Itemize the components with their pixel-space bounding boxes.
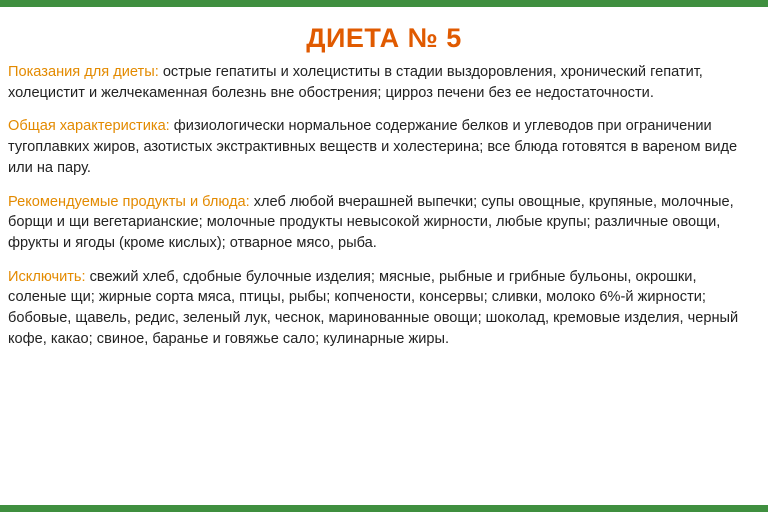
document-body (0, 62, 768, 350)
section-general-characteristics-lead: Общая характеристика: (8, 118, 170, 135)
section-excluded-foods-lead: Исключить: (8, 268, 86, 285)
section-general-characteristics-text: физиологически нормальное содержание белков и углеводов при ограничении тугоплавких жиров, азотистых экстрактивных веществ и холестерина; все блюда готовятся в вареном виде или на пару. (8, 118, 738, 176)
section-recommended-foods (8, 192, 754, 254)
section-indications (8, 62, 754, 103)
section-indications-text: острые гепатиты и холециститы в стадии выздоровления, хронический гепатит, холецистит и желчекаменная болезнь вне обострения; цирроз печени без ее недостаточности. (8, 64, 703, 101)
section-recommended-foods-text: хлеб любой вчерашней выпечки; супы овощные, крупяные, молочные, борщи и щи вегетарианские; молочные продукты невысокой жирности, любые крупы; различные овощи, фрукты и ягоды (кроме кислых); отварное мясо, рыба. (8, 193, 734, 252)
page-title: ДИЕТА № 5 (306, 23, 462, 53)
section-general-characteristics (8, 116, 754, 178)
section-excluded-foods-text: свежий хлеб, сдобные булочные изделия; мясные, рыбные и грибные бульоны, окрошки, соленые щи; жирные сорта мяса, птицы, рыбы; копчености, консервы; сливки, молоко 6%-й жирности; бобовые, щавель, редис, зеленый лук, чеснок, маринованные овощи; шоколад, кремовые изделия, черный кофе, какао; свиное, баранье и говяжье сало; кулинарные жиры. (8, 268, 739, 347)
section-excluded-foods (8, 267, 754, 350)
section-recommended-foods-lead: Рекомендуемые продукты и блюда: (8, 193, 250, 210)
section-indications-lead: Показания для диеты: (8, 64, 159, 80)
